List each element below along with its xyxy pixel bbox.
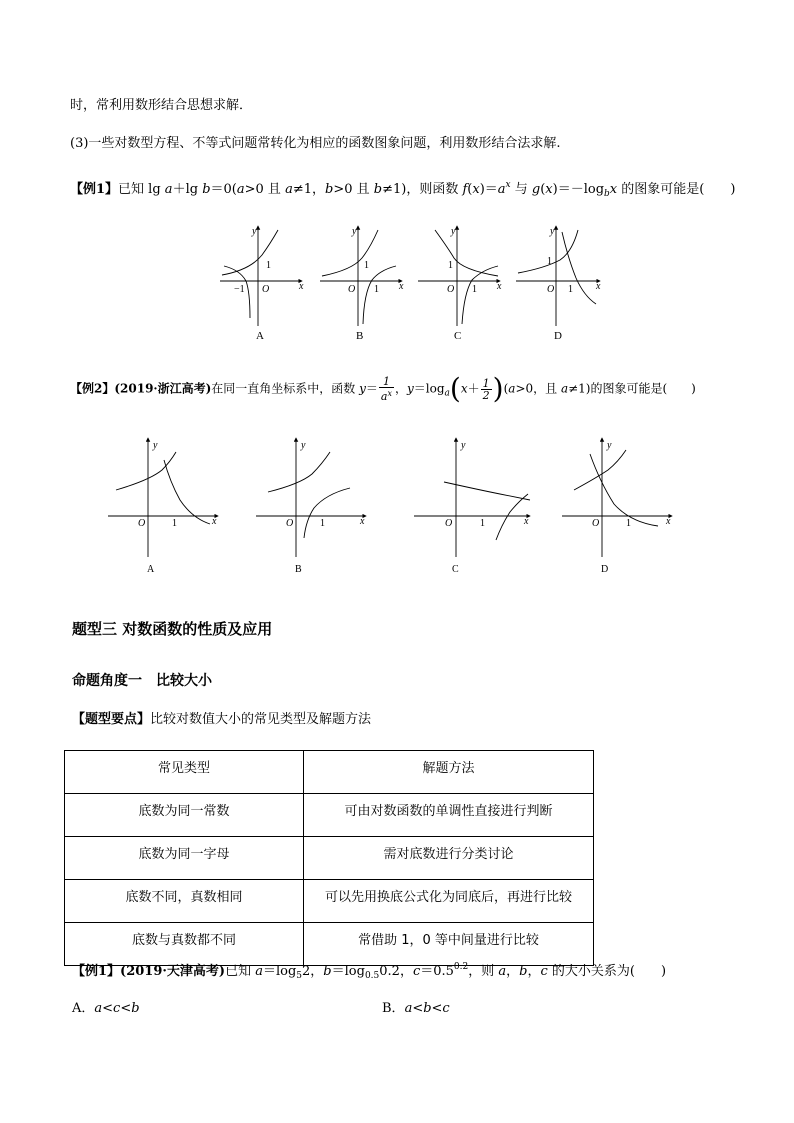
table-cell: 底数为同一常数 bbox=[65, 794, 304, 837]
example-tag: 【例2】 bbox=[70, 381, 115, 396]
example-2-statement: 【例2】(2019·浙江高考)在同一直角坐标系中，函数 y＝ $\frac{1}{a^x}$ ，$y=\log_a(x+$ $\frac{1}{2}$ )(a>0，且 a≠1)的图象可能是( ) bbox=[70, 372, 696, 405]
example-source: (2019·天津高考) bbox=[120, 964, 226, 979]
svg-text:O: O bbox=[348, 284, 356, 295]
svg-text:−1: −1 bbox=[234, 284, 245, 295]
svg-text:1: 1 bbox=[547, 256, 552, 267]
svg-text:D: D bbox=[554, 330, 562, 342]
svg-text:y: y bbox=[451, 226, 456, 237]
svg-text:1: 1 bbox=[320, 518, 325, 529]
svg-text:x: x bbox=[596, 281, 601, 292]
svg-text:y: y bbox=[252, 226, 257, 237]
svg-text:1: 1 bbox=[472, 284, 477, 295]
svg-text:1: 1 bbox=[626, 518, 631, 529]
example-1-graphs bbox=[210, 218, 610, 343]
svg-text:O: O bbox=[445, 518, 453, 529]
svg-text:O: O bbox=[547, 284, 555, 295]
svg-text:C: C bbox=[454, 330, 462, 342]
svg-text:D: D bbox=[601, 564, 609, 575]
svg-text:1: 1 bbox=[374, 284, 379, 295]
example-3-statement: 【例1】(2019·天津高考)已知 $a=\log_52$，$b=\log_{0.5}0.2$，$c=0.5^{0.2}$，则 a，b，c 的大小关系为( ) bbox=[72, 962, 667, 981]
intro-line-2: (3)一些对数型方程、不等式问题常转化为相应的函数图象问题，利用数形结合法求解. bbox=[70, 136, 561, 151]
subsection-title: 命题角度一 比较大小 bbox=[72, 673, 212, 689]
svg-text:A: A bbox=[256, 330, 264, 342]
table-cell: 底数不同，真数相同 bbox=[65, 880, 304, 923]
svg-text:y: y bbox=[153, 440, 158, 451]
fraction-one-over-a-x: $\frac{1}{a^x}$ bbox=[380, 375, 392, 403]
table-header-cell: 解题方法 bbox=[304, 751, 594, 794]
svg-text:O: O bbox=[447, 284, 455, 295]
example-1-statement: 【例1】已知 lg a＋lg b＝0(a>0 且 a≠1，b>0 且 b≠1)，则函数 $f(x)=a^x$ 与 $g(x)=-\log_bx$ 的图象可能是( ) bbox=[70, 180, 736, 199]
key-points: 【题型要点】比较对数值大小的常见类型及解题方法 bbox=[72, 712, 372, 727]
svg-text:B: B bbox=[295, 564, 302, 575]
svg-text:y: y bbox=[550, 226, 555, 237]
table-row bbox=[65, 880, 594, 923]
choice-a: A．a<c<b bbox=[72, 1001, 140, 1016]
svg-text:x: x bbox=[497, 281, 502, 292]
graph-option-b bbox=[320, 226, 404, 342]
svg-text:x: x bbox=[666, 516, 671, 527]
comparison-table bbox=[64, 750, 594, 966]
svg-text:y: y bbox=[352, 226, 357, 237]
table-row bbox=[65, 794, 594, 837]
table-cell: 底数与真数都不同 bbox=[65, 923, 304, 966]
svg-text:A: A bbox=[147, 564, 155, 575]
key-points-tag: 【题型要点】 bbox=[72, 712, 151, 727]
svg-text:C: C bbox=[452, 564, 459, 575]
graph-option-c bbox=[414, 438, 530, 575]
example-tag: 【例1】 bbox=[70, 182, 119, 197]
table-cell: 底数为同一字母 bbox=[65, 837, 304, 880]
svg-text:1: 1 bbox=[480, 518, 485, 529]
graph-option-b bbox=[256, 438, 366, 575]
svg-text:y: y bbox=[607, 440, 612, 451]
fraction-one-half: $\frac{1}{2}$ bbox=[482, 376, 490, 402]
graph-option-d bbox=[562, 438, 672, 575]
table-row bbox=[65, 837, 594, 880]
svg-text:y: y bbox=[461, 440, 466, 451]
table-cell: 可由对数函数的单调性直接进行判断 bbox=[304, 794, 594, 837]
example-tag: 【例1】 bbox=[72, 964, 121, 979]
graph-option-c bbox=[418, 226, 502, 342]
section-title: 题型三 对数函数的性质及应用 bbox=[72, 620, 273, 638]
intro-line-1: 时，常利用数形结合思想求解． bbox=[70, 98, 253, 113]
svg-text:1: 1 bbox=[172, 518, 177, 529]
svg-text:O: O bbox=[262, 284, 270, 295]
choice-b: B．a<b<c bbox=[382, 1001, 450, 1016]
svg-text:x: x bbox=[299, 281, 304, 292]
svg-text:B: B bbox=[356, 330, 364, 342]
svg-text:x: x bbox=[360, 516, 365, 527]
svg-text:x: x bbox=[399, 281, 404, 292]
table-header-cell: 常见类型 bbox=[65, 751, 304, 794]
svg-text:1: 1 bbox=[568, 284, 573, 295]
table-cell: 需对底数进行分类讨论 bbox=[304, 837, 594, 880]
table-cell: 常借助 1，0 等中间量进行比较 bbox=[304, 923, 594, 966]
svg-text:O: O bbox=[138, 518, 146, 529]
graph-option-d bbox=[516, 226, 601, 342]
graph-option-a bbox=[108, 438, 218, 575]
example-source: (2019·浙江高考) bbox=[114, 381, 212, 396]
svg-text:x: x bbox=[524, 516, 529, 527]
svg-text:1: 1 bbox=[266, 260, 271, 271]
svg-text:O: O bbox=[592, 518, 600, 529]
graph-option-a bbox=[220, 226, 304, 342]
svg-text:O: O bbox=[286, 518, 294, 529]
table-cell: 可以先用换底公式化为同底后，再进行比较 bbox=[304, 880, 594, 923]
svg-text:y: y bbox=[301, 440, 306, 451]
svg-text:1: 1 bbox=[364, 260, 369, 271]
table-header-row bbox=[65, 751, 594, 794]
svg-text:x: x bbox=[212, 516, 217, 527]
svg-text:1: 1 bbox=[448, 260, 453, 271]
example-2-graphs bbox=[100, 432, 690, 582]
